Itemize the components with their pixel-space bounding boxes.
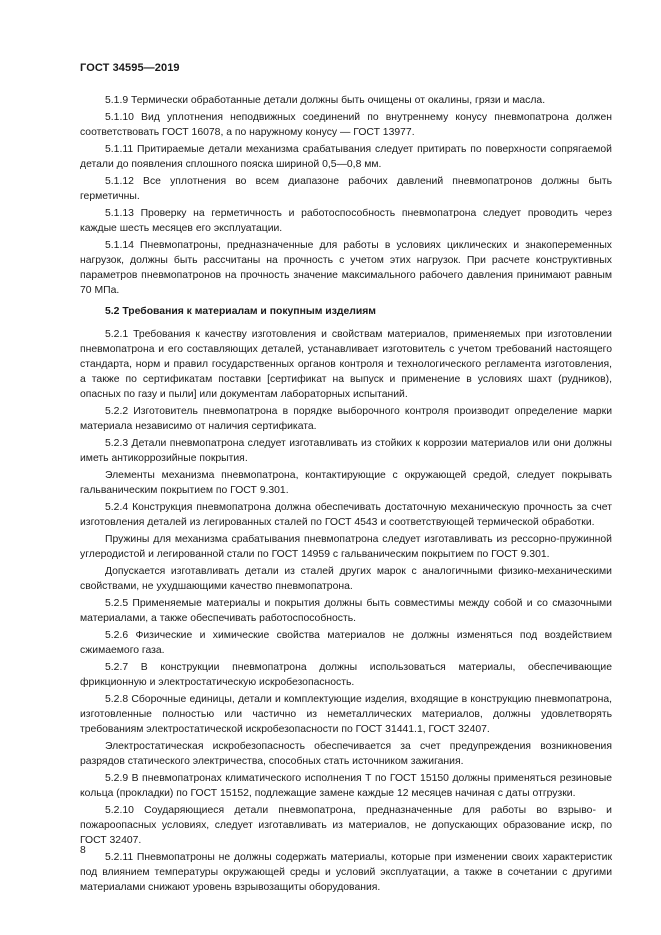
- paragraph-5-2-1: 5.2.1 Требования к качеству изготовления и свойствам материалов, применяемых при изготовлении пневмопатрона и его составляющих деталей, устанавливает изготовитель с учетом требований настоящего стандарта, норм и правил государственных органов контроля и технологического регламента изготовления, а также по сертификатам поставки [сертификат на выпуск и применение в условиях шахт (рудников), опасных по газу и пыли] или документам лабораторных испытаний.: [80, 329, 612, 400]
- paragraph-5-2-6: 5.2.6 Физические и химические свойства материалов не должны изменяться под воздействием сжимаемого газа.: [80, 630, 612, 656]
- paragraph-5-2-7: 5.2.7 В конструкции пневмопатрона должны использоваться материалы, обеспечивающие фрикционную и электростатическую искробезопасность.: [80, 662, 612, 688]
- document-body: [80, 93, 612, 897]
- paragraph-5-2-8-cont: Электростатическая искробезопасность обеспечивается за счет предупреждения возникновения разрядов статического электричества, способных стать источником зажигания.: [80, 741, 612, 767]
- paragraph-5-2-9: 5.2.9 В пневмопатронах климатического исполнения Т по ГОСТ 15150 должны применяться резиновые кольца (прокладки) по ГОСТ 15152, подлежащие замене каждые 12 месяцев начиная с даты отгрузки.: [80, 773, 612, 799]
- paragraph-5-2-2: 5.2.2 Изготовитель пневмопатрона в порядке выборочного контроля производит определение марки материала независимо от наличия сертификата.: [80, 406, 612, 432]
- paragraph-5-2-4-alt-steels: Допускается изготавливать детали из сталей других марок с аналогичными физико-механическими свойствами, не ухудшающими качество пневмопатрона.: [80, 566, 612, 592]
- paragraph-5-2-10: 5.2.10 Соударяющиеся детали пневмопатрона, предназначенные для работы во взрыво- и пожароопасных условиях, следует изготавливать из материалов, не допускающих образование искр, по ГОСТ 32407.: [80, 805, 612, 846]
- paragraph-5-1-10: 5.1.10 Вид уплотнения неподвижных соединений по внутреннему конусу пневмопатрона должен соответствовать ГОСТ 16078, а по наружному конусу — ГОСТ 13977.: [80, 112, 612, 138]
- document-header: ГОСТ 34595—2019: [80, 62, 180, 74]
- paragraph-5-2-11: 5.2.11 Пневмопатроны не должны содержать материалы, которые при изменении своих характеристик под влиянием температуры окружающей среды и условий эксплуатации, а также в сочетании с другими материалами снижают уровень взрывозащиты оборудования.: [80, 852, 612, 893]
- paragraph-5-2-4-springs: Пружины для механизма срабатывания пневмопатрона следует изготавливать из рессорно-пружинной углеродистой и легированной стали по ГОСТ 14959 с гальваническим покрытием по ГОСТ 9.301.: [80, 534, 612, 560]
- paragraph-5-1-14: 5.1.14 Пневмопатроны, предназначенные для работы в условиях циклических и знакопеременных нагрузок, должны быть рассчитаны на прочность с учетом этих нагрузок. При расчете конструктивных параметров пневмопатронов на прочность значение максимального рабочего давления принимают равным 70 МПа.: [80, 240, 612, 296]
- paragraph-5-2-5: 5.2.5 Применяемые материалы и покрытия должны быть совместимы между собой и со смазочными материалами, а также обеспечивать работоспособность.: [80, 598, 612, 624]
- paragraph-5-1-13: 5.1.13 Проверку на герметичность и работоспособность пневмопатрона следует проводить через каждые шесть месяцев его эксплуатации.: [80, 208, 612, 234]
- paragraph-5-2-4: 5.2.4 Конструкция пневмопатрона должна обеспечивать достаточную механическую прочность за счет изготовления деталей из легированных сталей по ГОСТ 4543 и соответствующей термической обработки.: [80, 502, 612, 528]
- paragraph-5-2-3-cont: Элементы механизма пневмопатрона, контактирующие с окружающей средой, следует покрывать гальваническим покрытием по ГОСТ 9.301.: [80, 470, 612, 496]
- page-number: 8: [80, 845, 86, 856]
- paragraph-5-1-12: 5.1.12 Все уплотнения во всем диапазоне рабочих давлений пневмопатронов должны быть герметичны.: [80, 176, 612, 202]
- paragraph-5-1-9: 5.1.9 Термически обработанные детали должны быть очищены от окалины, грязи и масла.: [105, 95, 546, 106]
- paragraph-5-2-8: 5.2.8 Сборочные единицы, детали и комплектующие изделия, входящие в конструкцию пневмопатрона, изготовленные полностью или частично из неметаллических материалов, должны удовлетворять требованиям электростатической искробезопасности по ГОСТ 31441.1, ГОСТ 32407.: [80, 694, 612, 735]
- paragraph-5-2-3: 5.2.3 Детали пневмопатрона следует изготавливать из стойких к коррозии материалов или они должны иметь антикоррозийные покрытия.: [80, 438, 612, 464]
- paragraph-5-1-11: 5.1.11 Притираемые детали механизма срабатывания следует притирать по поверхности сопрягаемой детали до появления сплошного пояска шириной 0,5—0,8 мм.: [80, 144, 612, 170]
- section-heading-5-2: 5.2 Требования к материалам и покупным изделиям: [105, 306, 376, 317]
